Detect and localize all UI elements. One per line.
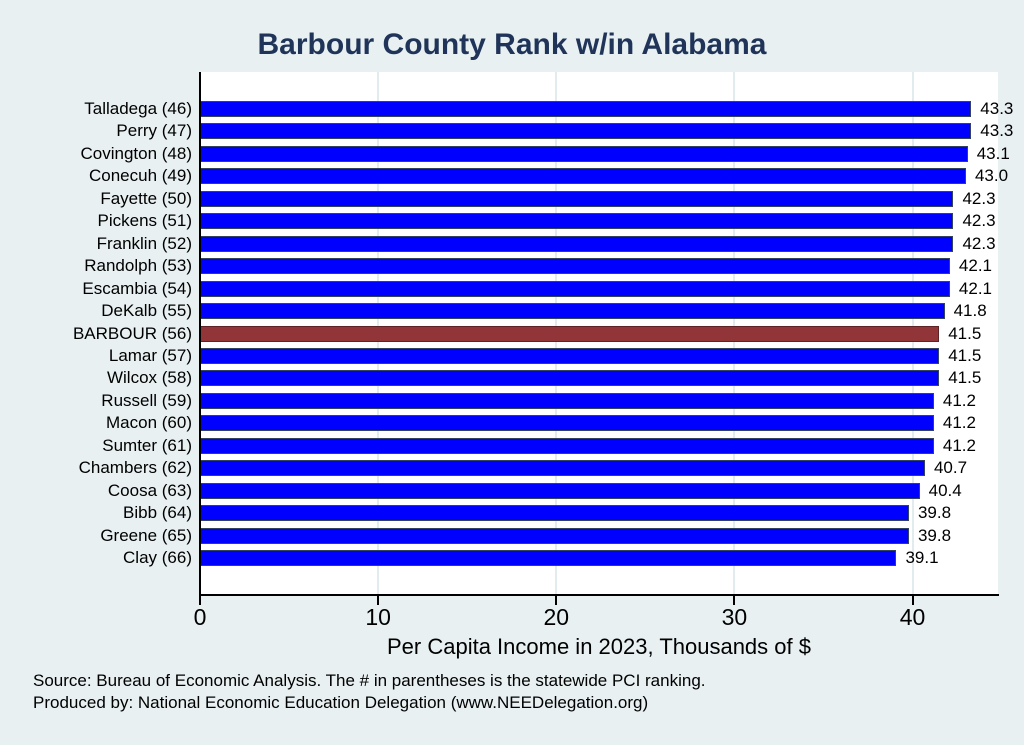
y-axis-labels [0, 72, 192, 595]
produced-by-note: Produced by: National Economic Education Delegation (www.NEEDelegation.org) [33, 693, 649, 712]
bar-value-label: 41.5 [948, 323, 982, 343]
bar-value-label: 41.8 [953, 301, 987, 321]
bar-value-label: 40.7 [933, 458, 968, 478]
bar [200, 168, 966, 184]
bar [200, 483, 920, 499]
y-axis-label: Sumter (61) [102, 435, 192, 455]
bar [200, 191, 953, 207]
y-axis-label: Clay (66) [123, 548, 192, 567]
bar [200, 303, 945, 319]
source-note: Source: Bureau of Economic Analysis. The # in parentheses is the statewide PCI ranking. [33, 671, 706, 690]
bar [200, 101, 971, 117]
bar-highlight-barbour [200, 326, 939, 342]
bar [200, 393, 934, 409]
bar-value-label: 41.5 [948, 345, 982, 365]
x-tick-label: 40 [899, 604, 926, 630]
x-tick-label: 20 [543, 604, 570, 630]
y-axis-label: Russell (59) [101, 390, 192, 410]
y-axis-label: Covington (48) [80, 143, 192, 163]
y-axis-label: Pickens (51) [97, 211, 192, 231]
bar-value-label: 42.1 [958, 256, 992, 276]
bar-value-label: 42.3 [962, 211, 996, 231]
bar [200, 438, 934, 454]
y-axis-label: Macon (60) [106, 413, 192, 433]
bar-value-label: 42.1 [958, 278, 992, 298]
bar [200, 213, 953, 229]
y-axis-label: Chambers (62) [78, 458, 192, 478]
y-axis-label: Conecuh (49) [88, 166, 192, 186]
x-tick-label: 10 [365, 604, 391, 630]
bar-value-label: 41.2 [942, 390, 976, 410]
bar-value-label: 41.2 [942, 435, 976, 455]
y-axis-label: Escambia (54) [82, 278, 192, 298]
bar [200, 236, 953, 252]
bar [200, 505, 909, 521]
bar [200, 348, 939, 364]
chart-title: Barbour County Rank w/in Alabama [257, 28, 767, 61]
bar-value-label: 40.4 [928, 480, 962, 500]
plot-area [200, 72, 1014, 595]
bar [200, 146, 968, 162]
y-axis-label: Fayette (50) [100, 188, 192, 208]
bar [200, 258, 950, 274]
bar-value-label: 43.3 [980, 121, 1014, 141]
y-axis-label: Franklin (52) [96, 233, 192, 253]
y-axis-label: Coosa (63) [107, 480, 192, 500]
bar-value-label: 43.1 [976, 143, 1010, 163]
bar [200, 460, 925, 476]
bar-value-label: 39.1 [905, 548, 939, 567]
x-axis-title: Per Capita Income in 2023, Thousands of $ [387, 634, 811, 659]
x-tick-label: 30 [721, 604, 748, 630]
y-axis-line [199, 72, 201, 595]
y-axis-label: Randolph (53) [84, 256, 192, 276]
bar [200, 415, 934, 431]
bar [200, 550, 896, 566]
x-tick-label: 0 [193, 604, 207, 630]
y-axis-label: Bibb (64) [123, 503, 192, 523]
bar [200, 370, 939, 386]
y-axis-label: BARBOUR (56) [72, 323, 192, 343]
bar-value-label: 41.2 [942, 413, 976, 433]
bar-value-label: 42.3 [962, 188, 996, 208]
bar-value-label: 42.3 [962, 233, 996, 253]
bar-value-label: 43.0 [974, 166, 1009, 186]
y-axis-label: Greene (65) [100, 525, 192, 545]
y-axis-label: Wilcox (58) [106, 368, 192, 388]
y-axis-label: DeKalb (55) [101, 301, 192, 321]
bar-value-label: 39.8 [917, 525, 952, 545]
bar-value-label: 43.3 [980, 99, 1014, 118]
footer-notes [33, 670, 706, 714]
bar-value-label: 39.8 [917, 503, 952, 523]
bar [200, 281, 950, 297]
bar-value-label: 41.5 [948, 368, 982, 388]
bar [200, 123, 971, 139]
x-axis-line [199, 594, 999, 596]
y-axis-label: Talladega (46) [84, 99, 192, 118]
y-axis-label: Perry (47) [116, 121, 192, 141]
bar [200, 528, 909, 544]
y-axis-label: Lamar (57) [108, 345, 192, 365]
